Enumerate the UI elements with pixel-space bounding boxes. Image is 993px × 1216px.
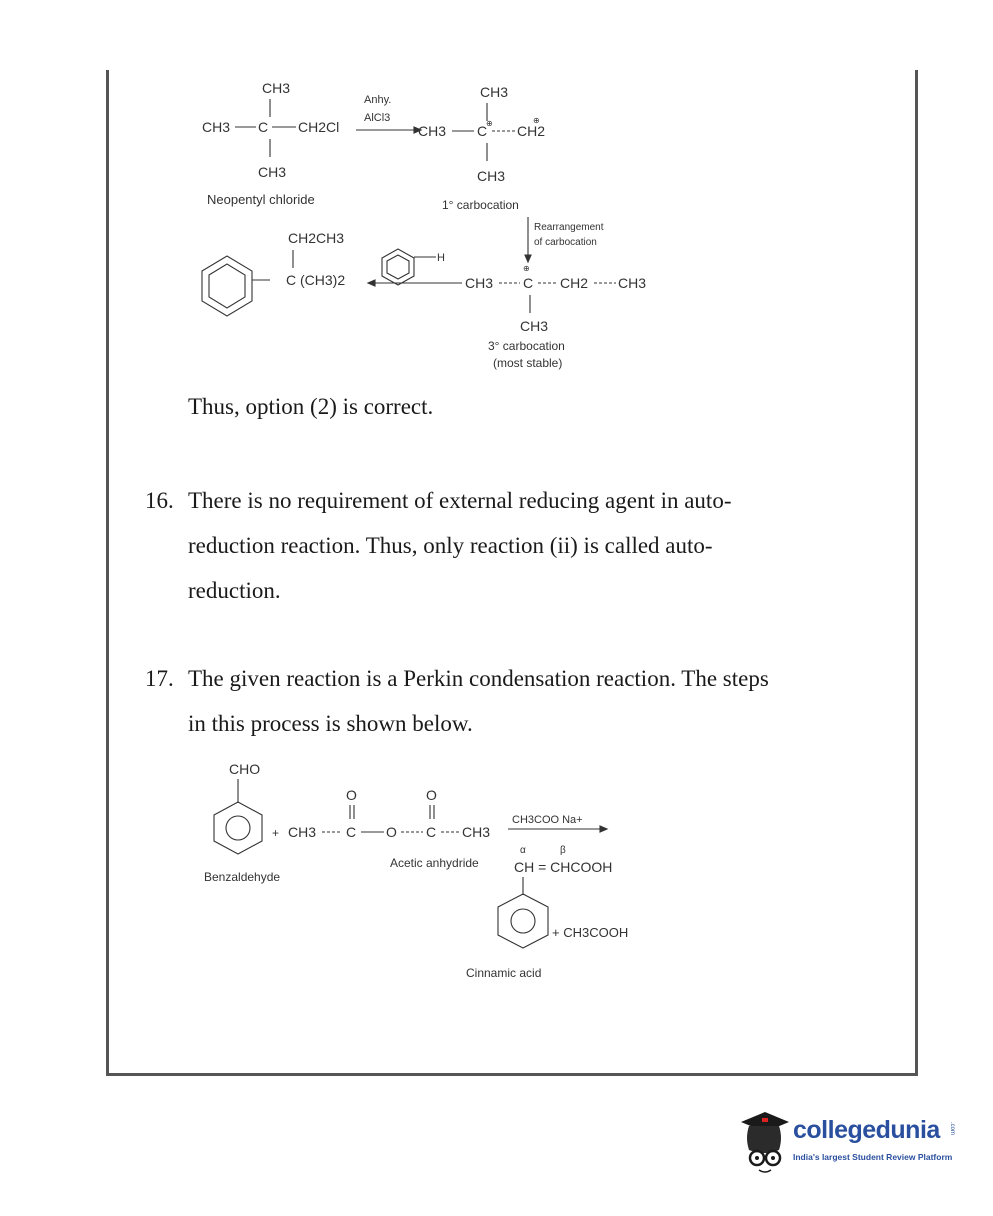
carbo3-ch2-group: CH2 <box>560 275 589 291</box>
carbo1-bottom-group: CH3 <box>477 168 506 184</box>
reactant-top-group: CH3 <box>262 80 291 96</box>
anhydride-bridging-oxygen: O <box>386 824 397 840</box>
reactant-left-group: CH3 <box>202 119 231 135</box>
answer-16-line-3: reduction. <box>188 578 281 603</box>
acetic-anhydride-label: Acetic anhydride <box>390 856 479 870</box>
beta-label: β <box>560 845 566 856</box>
plus-sign: + <box>272 826 280 840</box>
anhydride-carbonyl-o2: O <box>426 787 437 803</box>
most-stable-label: (most stable) <box>493 356 563 370</box>
carbo3-charge: ⊕ <box>523 264 530 273</box>
reagent-anhydrous: Anhy. <box>364 94 392 106</box>
reactant-right-group: CH2Cl <box>298 119 340 135</box>
answer-17-number: 17. <box>145 666 174 691</box>
answer-16 <box>145 478 845 613</box>
answer-17-line-1: The given reaction is a Perkin condensation reaction. The steps <box>188 666 769 691</box>
brand-domain: .com <box>949 1122 955 1136</box>
cinnamic-acid-label: Cinnamic acid <box>466 966 542 980</box>
answer-17 <box>145 656 845 746</box>
aldehyde-group: CHO <box>229 761 261 777</box>
cinnamic-acid-chain: CH = CHCOOH <box>514 859 613 875</box>
anhydride-carbon-2: C <box>426 824 437 840</box>
brand-tagline: India's largest Student Review Platform <box>793 1152 953 1162</box>
product-ethyl-group: CH2CH3 <box>288 230 345 246</box>
carbo3-right-group: CH3 <box>618 275 647 291</box>
carbo3-center-carbon: C <box>523 275 534 291</box>
answer-16-number: 16. <box>145 488 174 513</box>
mascot-icon <box>735 1108 791 1178</box>
benzaldehyde-label: Benzaldehyde <box>204 870 281 884</box>
carbo1-center-carbon: C <box>477 123 488 139</box>
carbo1-top-group: CH3 <box>480 84 509 100</box>
rearrangement-label-1: Rearrangement <box>534 222 604 233</box>
answer-16-line-1: There is no requirement of external reducing agent in auto- <box>188 488 732 513</box>
reagent-alcl3: AlCl3 <box>364 112 391 124</box>
anhydride-left-methyl: CH3 <box>288 824 317 840</box>
anhydride-right-methyl: CH3 <box>462 824 491 840</box>
carbo1-charge: ⊕ <box>486 119 493 128</box>
neopentyl-chloride-label: Neopentyl chloride <box>207 192 315 207</box>
benzaldehyde-ring <box>214 802 262 854</box>
rearrangement-label-2: of carbocation <box>534 237 597 248</box>
alpha-label: α <box>520 845 526 856</box>
carbo3-left-group: CH3 <box>465 275 494 291</box>
product-quaternary-carbon: C (CH3)2 <box>286 272 346 288</box>
reactant-bottom-group: CH3 <box>258 164 287 180</box>
carbo3-bottom-group: CH3 <box>520 318 549 334</box>
tertiary-carbocation-label: 3° carbocation <box>488 339 565 353</box>
reactant-center-carbon: C <box>258 119 269 135</box>
brand-name: collegedunia <box>793 1116 940 1144</box>
cinnamic-acid-ring <box>498 894 548 948</box>
perkin-reaction-diagram <box>198 755 658 985</box>
anhydride-carbon-1: C <box>346 824 357 840</box>
primary-carbocation-label: 1° carbocation <box>442 198 519 212</box>
carbo1-right-group: CH2 <box>517 123 546 139</box>
conclusion-text: Thus, option (2) is correct. <box>188 394 434 419</box>
neopentyl-reaction-diagram <box>190 75 670 385</box>
collegedunia-logo[interactable] <box>735 1108 960 1178</box>
acetic-acid-byproduct: + CH3COOH <box>552 925 629 940</box>
sodium-acetate-catalyst: CH3COO Na+ <box>512 814 583 826</box>
answer-16-line-2: reduction reaction. Thus, only reaction (ii) is called auto- <box>188 533 713 558</box>
carbo1-left-group: CH3 <box>418 123 447 139</box>
benzene-hydrogen: H <box>437 252 445 264</box>
carbo1-ch2-charge: ⊕ <box>533 116 540 125</box>
anhydride-carbonyl-o1: O <box>346 787 357 803</box>
answer-17-line-2: in this process is shown below. <box>188 711 473 736</box>
